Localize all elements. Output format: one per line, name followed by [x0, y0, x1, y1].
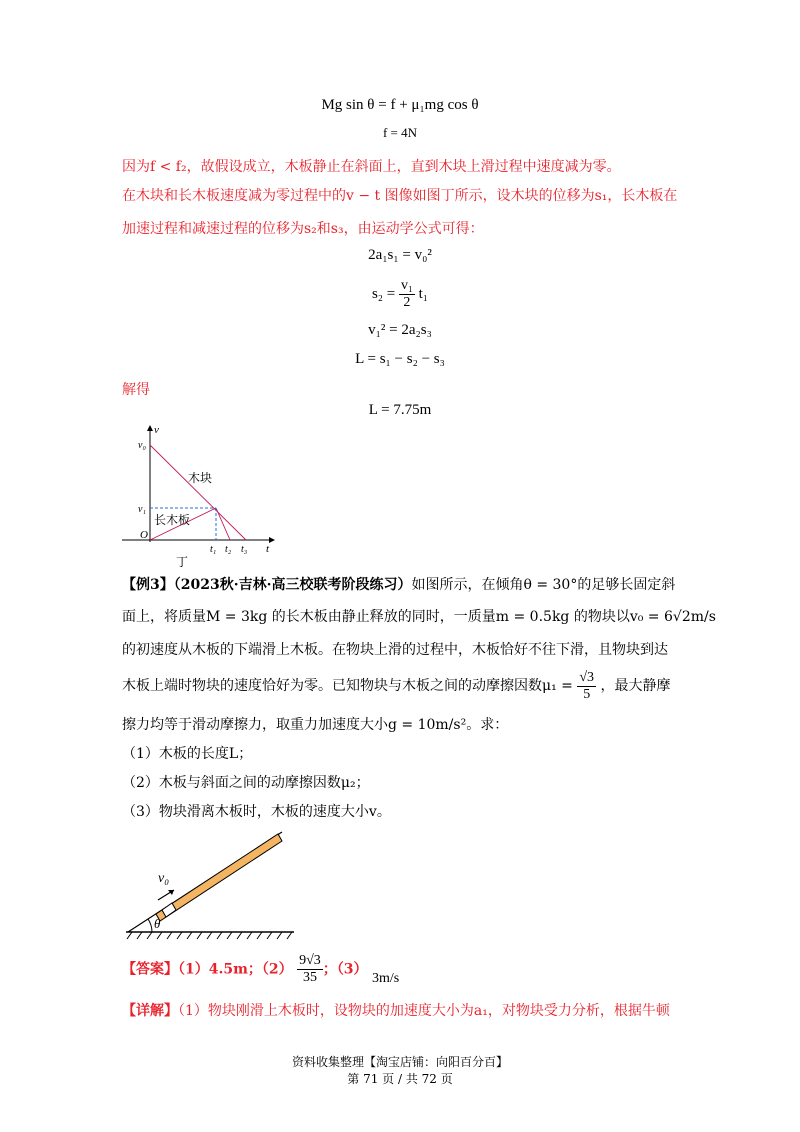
- analysis-paragraph-2: 在木块和长木板速度减为零过程中的v − t 图像如图丁所示，设木块的位移为s₁，长木板在: [122, 188, 678, 204]
- equation-friction-value: f = 4N: [382, 125, 418, 140]
- axis-v-label: v: [154, 424, 159, 436]
- equation-board-accel-displacement: [0, 278, 800, 311]
- answer-line: [122, 953, 399, 986]
- example-line4-left: 木板上端时物块的速度恰好为零。已知物块与木板之间的动摩擦因数μ₁ =: [122, 678, 573, 694]
- board-decel-line: [216, 508, 230, 540]
- theta-arc: [148, 919, 152, 932]
- equation-force-balance: Mg sin θ = f + μ₁mg cos θ: [321, 97, 479, 113]
- mu1-fraction: [577, 670, 596, 703]
- v0-label: v₀: [138, 440, 146, 451]
- answer-3-value: 3m/s: [372, 970, 400, 986]
- footer-page-number: 第 71 页 / 共 72 页: [347, 1072, 453, 1086]
- eq2-numerator: v₁: [400, 278, 413, 293]
- equation-board-decel-displacement: v₁² = 2a₂s₃: [368, 322, 432, 338]
- example-tag: 【例3】: [122, 577, 174, 593]
- detail-tag: 【详解】: [122, 1003, 178, 1019]
- ground-hatching: [127, 932, 292, 939]
- question-2: （2）木板与斜面之间的动摩擦因数μ₂；: [122, 775, 370, 791]
- answer-2-label: （2）: [261, 961, 293, 978]
- answer-1: （1）4.5m；: [178, 961, 262, 978]
- example-source: （2023秋·吉林·高三校联考阶段练习）: [173, 577, 412, 593]
- detail-text: （1）物块刚滑上木板时，设物块的加速度大小为a₁，对物块受力分析，根据牛顿: [178, 1003, 670, 1019]
- mu1-numerator: √3: [579, 669, 595, 685]
- equation-board-length: L = s₁ − s₂ − s₃: [355, 351, 445, 367]
- eq2-right: t₁: [418, 285, 429, 302]
- block-line-label: 木块: [188, 471, 213, 485]
- board-line-label: 长木板: [154, 513, 191, 527]
- v1-label: v₁: [138, 504, 146, 515]
- answer-2-numerator: 9√3: [299, 953, 321, 968]
- answer-tag: 【答案】: [122, 961, 178, 978]
- eq2-left: s₂ =: [371, 285, 396, 302]
- example-line4-right: ，最大静摩: [600, 678, 671, 694]
- analysis-paragraph-3: 加速过程和减速过程的位移为s₂和s₃，由运动学公式可得：: [122, 221, 484, 237]
- vt-graph: [118, 424, 278, 572]
- example-line-4: [122, 666, 670, 706]
- eq2-fraction: [399, 278, 415, 311]
- origin-label: O: [140, 529, 148, 541]
- example-line-5: 擦力均等于滑动摩擦力，取重力加速度大小g = 10m/s²。求：: [122, 717, 509, 733]
- t2-tick-label: t₂: [225, 544, 232, 555]
- answer-2-fraction: [297, 953, 323, 986]
- footer-source: 资料收集整理【淘宝店铺：向阳百分百】: [291, 1055, 508, 1069]
- equation-result: L = 7.75m: [368, 402, 432, 418]
- answer-2-denominator: 35: [302, 970, 317, 985]
- incline-v0-label: v₀: [158, 871, 170, 886]
- eq2-denominator: 2: [403, 295, 411, 310]
- example-line-3: 的初速度从木板的下端滑上木板。在物块上滑的过程中，木板恰好不往下滑，且物块到达: [122, 642, 668, 658]
- mu1-denominator: 5: [583, 686, 591, 702]
- detail-line: [122, 1001, 670, 1021]
- example-line-2: 面上，将质量M = 3kg 的长木板由静止释放的同时，一质量m = 0.5kg 的物块以v₀ = 6√2m/s: [122, 609, 716, 625]
- answer-3-label: （3）: [336, 961, 368, 978]
- t1-tick-label: t₁: [210, 544, 217, 555]
- equation-block-displacement: 2a₁s₁ = v₀²: [368, 247, 432, 263]
- incline-theta-label: θ: [154, 916, 161, 931]
- example-line-1: [122, 575, 675, 595]
- graph-caption: 丁: [176, 555, 189, 569]
- axis-t-label: t: [266, 543, 270, 555]
- question-3: （3）物块滑离木板时，木板的速度大小v。: [122, 804, 391, 820]
- incline-diagram: [118, 826, 298, 944]
- example-line1-text: 如图所示，在倾角θ = 30°的足够长固定斜: [411, 577, 676, 593]
- question-1: （1）木板的长度L；: [122, 746, 253, 762]
- answer-2-separator: ；: [322, 961, 337, 978]
- t3-tick-label: t₃: [241, 544, 248, 555]
- analysis-paragraph-1: 因为f < f₂，故假设成立，木板静止在斜面上，直到木块上滑过程中速度减为零。: [122, 159, 621, 175]
- solve-label: 解得: [122, 382, 150, 398]
